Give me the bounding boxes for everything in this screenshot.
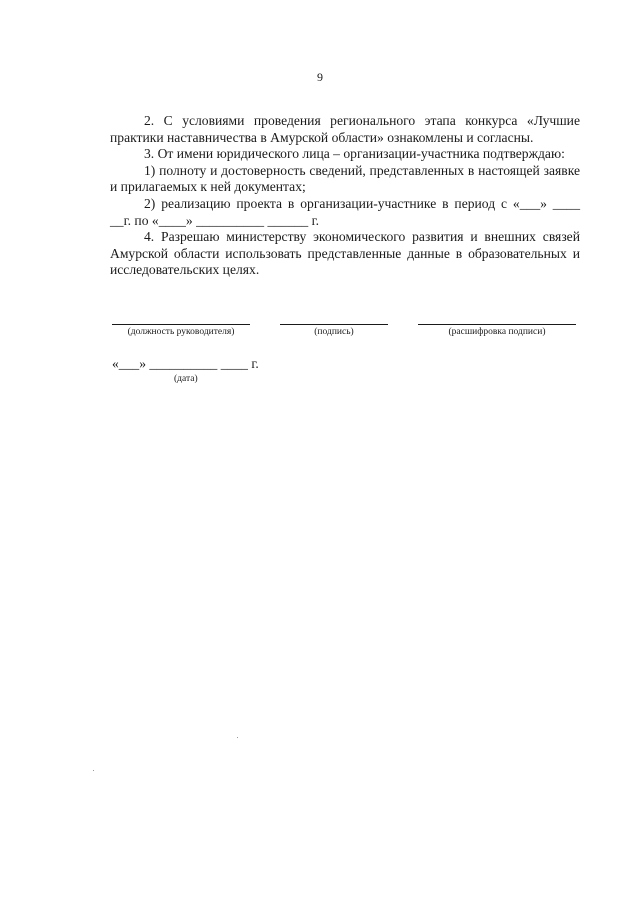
position-field[interactable] [112,312,250,337]
page-number: 9 [317,70,323,84]
name-caption: (расшифровка подписи) [448,327,546,337]
paragraph-confirmation: 3. От имени юридического лица – организации-участника подтверждаю: [144,146,565,162]
position-caption: (должность руководителя) [127,327,235,337]
signature-block [0,312,640,372]
paragraph-conditions: 2. С условиями проведения регионального этапа конкурса «Лучшие практики наставничества в Амурской области» ознакомлены и согласны. [110,113,580,145]
signature-caption: (подпись) [314,327,354,337]
body-text [110,113,580,279]
paragraph-data-permission: 4. Разрешаю министерству экономического развития и внешних связей Амурской области использовать представленные данные в образовательных и исследовательских целях. [110,229,580,278]
scan-speck [93,770,94,771]
date-field[interactable]: «___» __________ ____ г. [112,356,259,371]
scan-speck [237,737,238,738]
name-field[interactable] [418,312,576,337]
signature-line [280,312,388,325]
name-line [418,312,576,325]
date-caption: (дата) [174,374,198,384]
paragraph-project-period: 2) реализацию проекта в организации-участнике в период с «___» ____ __г. по «____» __________ ______ г. [110,195,580,228]
signature-field[interactable] [280,312,388,337]
position-line [112,312,250,325]
paragraph-completeness: 1) полноту и достоверность сведений, представленных в настоящей заявке и прилагаемых к ней документах; [110,162,580,195]
